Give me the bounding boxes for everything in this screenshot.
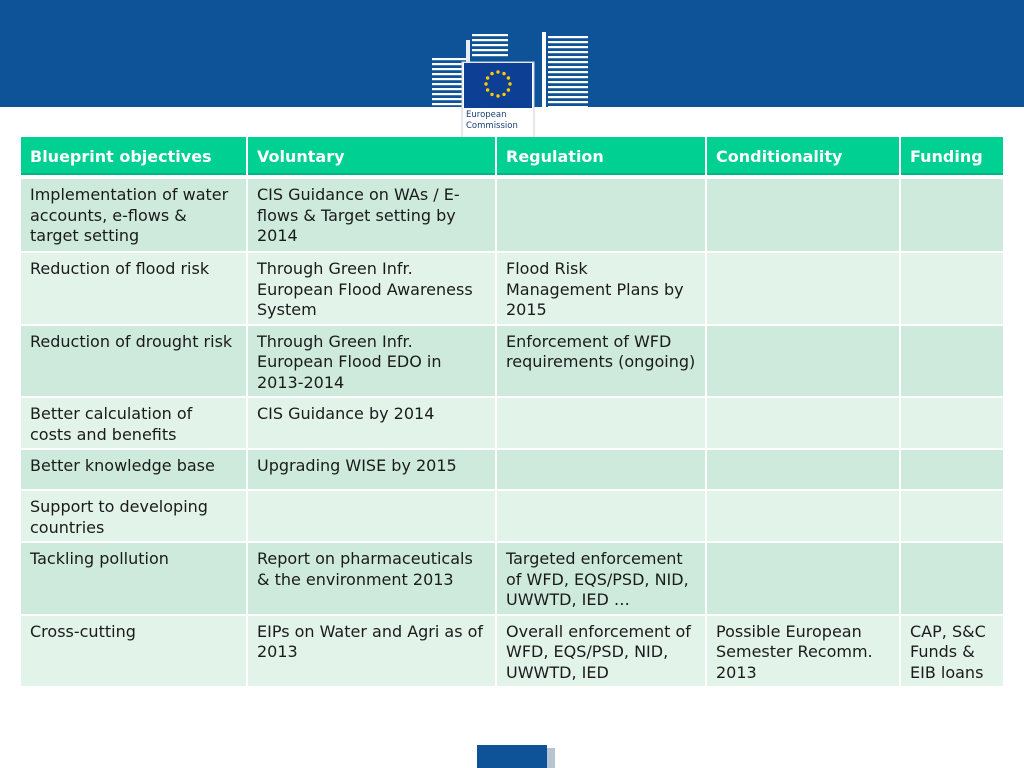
table-row	[21, 616, 1003, 689]
header-blueprint-objectives: Blueprint objectives	[21, 137, 248, 179]
cell-regulation	[497, 398, 707, 450]
cell-voluntary	[248, 491, 497, 543]
table-row	[21, 543, 1003, 616]
cell-voluntary: CIS Guidance on WAs / E-flows & Target setting by 2014	[248, 179, 497, 253]
cell-objective: Implementation of water accounts, e-flows & target setting	[21, 179, 248, 253]
table-row	[21, 491, 1003, 543]
cell-objective: Support to developing countries	[21, 491, 248, 543]
cell-objective: Better calculation of costs and benefits	[21, 398, 248, 450]
blueprint-table	[21, 137, 1003, 688]
cell-conditionality: Possible European Semester Recomm. 2013	[707, 616, 901, 689]
cell-voluntary: Upgrading WISE by 2015	[248, 450, 497, 491]
cell-objective: Better knowledge base	[21, 450, 248, 491]
header-funding: Funding	[901, 137, 1003, 179]
cell-regulation: Flood Risk Management Plans by 2015	[497, 253, 707, 326]
bottom-slide-tab	[477, 745, 547, 768]
table-row	[21, 398, 1003, 450]
cell-funding	[901, 450, 1003, 491]
table-row	[21, 253, 1003, 326]
cell-funding	[901, 326, 1003, 399]
cell-regulation	[497, 491, 707, 543]
cell-conditionality	[707, 450, 901, 491]
bottom-tab-shadow	[547, 748, 555, 768]
cell-regulation: Enforcement of WFD requirements (ongoing)	[497, 326, 707, 399]
cell-voluntary: Through Green Infr. European Flood EDO in 2013-2014	[248, 326, 497, 399]
table-row	[21, 326, 1003, 399]
cell-objective: Cross-cutting	[21, 616, 248, 689]
cell-funding	[901, 253, 1003, 326]
table-header-row	[21, 137, 1003, 179]
cell-objective: Reduction of flood risk	[21, 253, 248, 326]
table-row	[21, 179, 1003, 253]
header-regulation: Regulation	[497, 137, 707, 179]
cell-conditionality	[707, 543, 901, 616]
cell-funding: CAP, S&C Funds & EIB loans	[901, 616, 1003, 689]
cell-voluntary: Report on pharmaceuticals & the environment 2013	[248, 543, 497, 616]
table-row	[21, 450, 1003, 491]
cell-conditionality	[707, 491, 901, 543]
cell-conditionality	[707, 398, 901, 450]
cell-objective: Reduction of drought risk	[21, 326, 248, 399]
cell-regulation	[497, 450, 707, 491]
logo-wordmark	[466, 110, 536, 132]
cell-regulation	[497, 179, 707, 253]
cell-conditionality	[707, 253, 901, 326]
header-voluntary: Voluntary	[248, 137, 497, 179]
cell-funding	[901, 179, 1003, 253]
logo-line-1: European	[466, 110, 507, 120]
cell-funding	[901, 543, 1003, 616]
cell-funding	[901, 491, 1003, 543]
cell-funding	[901, 398, 1003, 450]
cell-voluntary: CIS Guidance by 2014	[248, 398, 497, 450]
cell-conditionality	[707, 326, 901, 399]
logo-line-2: Commission	[466, 121, 518, 131]
cell-objective: Tackling pollution	[21, 543, 248, 616]
cell-voluntary: Through Green Infr. European Flood Awareness System	[248, 253, 497, 326]
cell-regulation: Targeted enforcement of WFD, EQS/PSD, NID, UWWTD, IED …	[497, 543, 707, 616]
cell-conditionality	[707, 179, 901, 253]
header-conditionality: Conditionality	[707, 137, 901, 179]
cell-regulation: Overall enforcement of WFD, EQS/PSD, NID, UWWTD, IED	[497, 616, 707, 689]
cell-voluntary: EIPs on Water and Agri as of 2013	[248, 616, 497, 689]
